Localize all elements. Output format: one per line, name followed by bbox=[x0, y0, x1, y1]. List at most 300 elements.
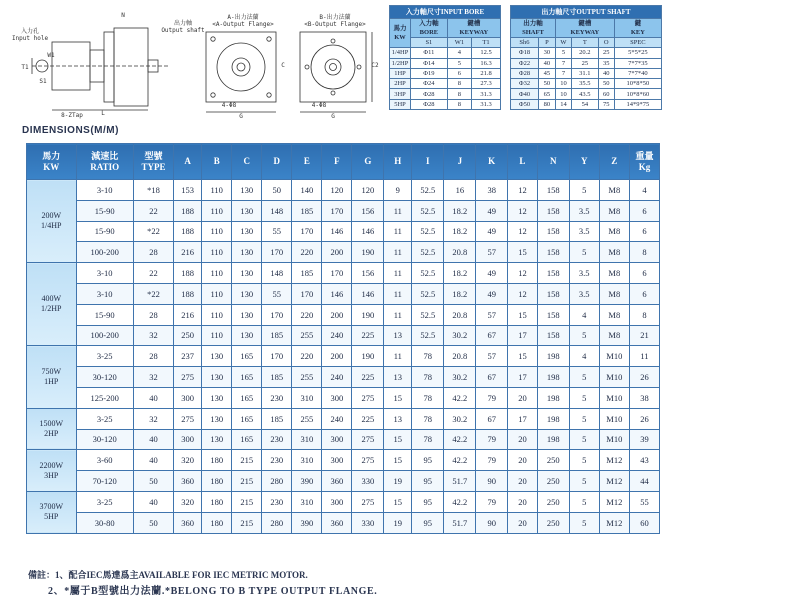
input-bore-cell: 1/2HP bbox=[390, 58, 411, 68]
output-shaft-cell: 10 bbox=[555, 89, 571, 99]
dimensions-cell: 52.5 bbox=[412, 242, 444, 263]
input-bore-row bbox=[390, 99, 501, 109]
dimensions-cell: 79 bbox=[476, 429, 508, 450]
dimensions-cell: 78 bbox=[412, 408, 444, 429]
input-bore-header-kw: 馬力 KW bbox=[390, 19, 411, 48]
dimensions-cell: 78 bbox=[412, 429, 444, 450]
dimensions-cell: 49 bbox=[476, 221, 508, 242]
dimensions-cell: M8 bbox=[599, 283, 629, 304]
dimensions-row bbox=[27, 491, 660, 512]
dimensions-cell: 20 bbox=[508, 491, 538, 512]
output-shaft-sub-o: O bbox=[598, 38, 614, 48]
dimensions-header-cell: 重量 Kg bbox=[629, 144, 659, 180]
dimensions-cell: 30.2 bbox=[444, 325, 476, 346]
dimensions-cell: 120 bbox=[352, 180, 384, 201]
dim-n: N bbox=[121, 12, 125, 19]
dimensions-cell: 216 bbox=[174, 304, 202, 325]
output-shaft-header-shaft: 出力軸 SHAFT bbox=[511, 19, 556, 38]
dimensions-cell: 330 bbox=[352, 471, 384, 492]
dimensions-cell: 15 bbox=[384, 450, 412, 471]
dimensions-cell: 60 bbox=[629, 512, 659, 533]
dimensions-cell: 13 bbox=[384, 408, 412, 429]
dimensions-cell: 237 bbox=[174, 346, 202, 367]
dimensions-cell: 156 bbox=[352, 263, 384, 284]
dimensions-cell: 28 bbox=[133, 346, 173, 367]
dimensions-cell: 130 bbox=[202, 346, 232, 367]
input-bore-row bbox=[390, 89, 501, 99]
dimensions-cell: 3-10 bbox=[76, 283, 133, 304]
dimensions-cell: 22 bbox=[133, 200, 173, 221]
power-group-label: 3700W 5HP bbox=[27, 491, 77, 533]
input-bore-header-keyway: 鍵槽 KEYWAY bbox=[447, 19, 500, 38]
dimensions-cell: 250 bbox=[537, 450, 569, 471]
dimensions-cell: 215 bbox=[232, 491, 262, 512]
dimensions-cell: 5 bbox=[569, 512, 599, 533]
dimensions-cell: 50 bbox=[262, 180, 292, 201]
output-shaft-cell: Φ50 bbox=[511, 99, 539, 109]
power-group-label: 2200W 3HP bbox=[27, 450, 77, 492]
dimensions-cell: 11 bbox=[384, 263, 412, 284]
dimensions-cell: M10 bbox=[599, 346, 629, 367]
output-shaft-cell: 40 bbox=[598, 68, 614, 78]
dimensions-cell: M10 bbox=[599, 429, 629, 450]
dimensions-cell: 11 bbox=[384, 242, 412, 263]
dimensions-cell: 300 bbox=[174, 387, 202, 408]
dimensions-cell: 110 bbox=[202, 200, 232, 221]
output-shaft-cell: 14*9*75 bbox=[614, 99, 661, 109]
dimensions-cell: 12 bbox=[508, 180, 538, 201]
dimensions-cell: 20.8 bbox=[444, 242, 476, 263]
dimensions-cell: 40 bbox=[133, 387, 173, 408]
dimensions-row bbox=[27, 408, 660, 429]
dimensions-header-cell: A bbox=[174, 144, 202, 180]
output-shaft-cell: Φ28 bbox=[511, 68, 539, 78]
dimensions-cell: 13 bbox=[384, 367, 412, 388]
dimensions-cell: 165 bbox=[232, 346, 262, 367]
dimensions-cell: 280 bbox=[262, 512, 292, 533]
dimensions-cell: 230 bbox=[262, 387, 292, 408]
dimensions-cell: 5 bbox=[569, 367, 599, 388]
dimensions-cell: 250 bbox=[174, 325, 202, 346]
dimensions-cell: 130 bbox=[232, 221, 262, 242]
output-shaft-cell: 5 bbox=[555, 48, 571, 58]
dimensions-cell: 5 bbox=[569, 242, 599, 263]
input-bore-cell: Φ19 bbox=[411, 68, 448, 78]
flange-a-label: A-出力法蘭 <A-Output Flange> bbox=[212, 14, 274, 28]
dimensions-cell: 240 bbox=[322, 408, 352, 429]
power-group-label: 1500W 2HP bbox=[27, 408, 77, 450]
output-shaft-row bbox=[511, 58, 662, 68]
dimensions-header-cell: G bbox=[352, 144, 384, 180]
input-bore-cell: 2HP bbox=[390, 79, 411, 89]
dimensions-cell: 220 bbox=[292, 304, 322, 325]
dimensions-cell: 280 bbox=[262, 471, 292, 492]
dimensions-cell: 30.2 bbox=[444, 408, 476, 429]
flange-b-label: B-出力法蘭 <B-Output Flange> bbox=[304, 14, 366, 28]
dimensions-cell: 6 bbox=[629, 283, 659, 304]
dimensions-cell: 51.7 bbox=[444, 512, 476, 533]
dimensions-header-cell: E bbox=[292, 144, 322, 180]
dimensions-cell: 156 bbox=[352, 200, 384, 221]
dimensions-cell: 146 bbox=[352, 221, 384, 242]
dimensions-cell: 300 bbox=[322, 450, 352, 471]
dimensions-cell: 42.2 bbox=[444, 491, 476, 512]
dimensions-cell: 3-10 bbox=[76, 180, 133, 201]
input-bore-cell: 27.3 bbox=[472, 79, 501, 89]
dimensions-cell: 3.5 bbox=[569, 263, 599, 284]
dimensions-cell: 20 bbox=[508, 450, 538, 471]
dimensions-cell: 225 bbox=[352, 325, 384, 346]
dimensions-cell: *22 bbox=[133, 221, 173, 242]
dimensions-cell: 6 bbox=[629, 221, 659, 242]
output-shaft-label: 出力軸 Output shaft bbox=[161, 20, 205, 34]
dimensions-cell: 170 bbox=[262, 346, 292, 367]
dim-w1: W1 bbox=[47, 52, 55, 59]
dimensions-cell: 4 bbox=[629, 180, 659, 201]
dimensions-cell: 17 bbox=[508, 325, 538, 346]
dimensions-cell: 130 bbox=[202, 429, 232, 450]
dimensions-cell: 40 bbox=[133, 450, 173, 471]
dimensions-cell: 330 bbox=[352, 512, 384, 533]
dimensions-cell: 90 bbox=[476, 512, 508, 533]
power-group-label: 400W 1/2HP bbox=[27, 263, 77, 346]
dimensions-cell: 190 bbox=[352, 304, 384, 325]
dimensions-cell: 170 bbox=[322, 200, 352, 221]
dimensions-cell: 153 bbox=[174, 180, 202, 201]
dimensions-header-cell: Z bbox=[599, 144, 629, 180]
dimensions-cell: 198 bbox=[537, 408, 569, 429]
dimensions-cell: 30-80 bbox=[76, 512, 133, 533]
dimensions-cell: 190 bbox=[352, 242, 384, 263]
dimensions-cell: 43 bbox=[629, 450, 659, 471]
dimensions-header-cell: H bbox=[384, 144, 412, 180]
output-shaft-cell: 7 bbox=[555, 58, 571, 68]
output-shaft-header-key: 鍵 KEY bbox=[614, 19, 661, 38]
dimensions-cell: 5 bbox=[569, 325, 599, 346]
dimensions-cell: 275 bbox=[352, 491, 384, 512]
dimensions-cell: 190 bbox=[352, 346, 384, 367]
dimensions-cell: 158 bbox=[537, 263, 569, 284]
dimensions-cell: 38 bbox=[476, 180, 508, 201]
input-hole-label: 入力孔 Input hole bbox=[11, 28, 49, 42]
dimensions-cell: 360 bbox=[174, 512, 202, 533]
dimensions-cell: 39 bbox=[629, 429, 659, 450]
dimensions-cell: 215 bbox=[232, 471, 262, 492]
dimensions-cell: 110 bbox=[202, 221, 232, 242]
dimensions-cell: 148 bbox=[262, 200, 292, 221]
dimensions-cell: 158 bbox=[537, 283, 569, 304]
output-shaft-cell: 50 bbox=[598, 79, 614, 89]
dimensions-cell: 255 bbox=[292, 367, 322, 388]
dimensions-cell: 110 bbox=[202, 180, 232, 201]
dimensions-cell: 165 bbox=[232, 367, 262, 388]
dimensions-cell: 255 bbox=[292, 325, 322, 346]
dimensions-cell: 225 bbox=[352, 408, 384, 429]
dimensions-cell: 32 bbox=[133, 408, 173, 429]
dimensions-cell: 240 bbox=[322, 367, 352, 388]
dimensions-cell: 146 bbox=[322, 283, 352, 304]
dimensions-cell: 3-10 bbox=[76, 263, 133, 284]
dimensions-cell: 130 bbox=[202, 408, 232, 429]
dimensions-cell: 18.2 bbox=[444, 221, 476, 242]
dimensions-cell: 360 bbox=[174, 471, 202, 492]
technical-drawings bbox=[8, 2, 380, 122]
dimensions-cell: 300 bbox=[174, 429, 202, 450]
dimensions-cell: 19 bbox=[384, 512, 412, 533]
dimensions-cell: 15-90 bbox=[76, 304, 133, 325]
dimensions-cell: 390 bbox=[292, 512, 322, 533]
dimensions-cell: 5 bbox=[569, 387, 599, 408]
dimensions-cell: 52.5 bbox=[412, 200, 444, 221]
dimensions-cell: 32 bbox=[133, 325, 173, 346]
dimensions-cell: 130 bbox=[202, 367, 232, 388]
dimensions-cell: 300 bbox=[322, 491, 352, 512]
dimensions-cell: 158 bbox=[537, 304, 569, 325]
dimensions-cell: 19 bbox=[384, 471, 412, 492]
input-bore-cell: Φ24 bbox=[411, 79, 448, 89]
dimensions-cell: 185 bbox=[262, 367, 292, 388]
dimensions-cell: 50 bbox=[133, 471, 173, 492]
output-shaft-cell: 10*8*50 bbox=[614, 79, 661, 89]
dimensions-row bbox=[27, 263, 660, 284]
dimensions-cell: 13 bbox=[384, 325, 412, 346]
dimensions-cell: 78 bbox=[412, 367, 444, 388]
dimensions-header-cell: F bbox=[322, 144, 352, 180]
input-bore-cell: 8 bbox=[447, 89, 471, 99]
output-shaft-sub-w: W bbox=[555, 38, 571, 48]
dimensions-cell: 188 bbox=[174, 263, 202, 284]
dimensions-cell: 12 bbox=[508, 263, 538, 284]
dimensions-cell: 130 bbox=[232, 180, 262, 201]
dimensions-cell: 240 bbox=[322, 325, 352, 346]
dimensions-cell: 30.2 bbox=[444, 367, 476, 388]
dimensions-cell: 130 bbox=[202, 387, 232, 408]
dimensions-cell: 165 bbox=[232, 429, 262, 450]
dimensions-cell: 275 bbox=[174, 367, 202, 388]
dimensions-cell: 3-25 bbox=[76, 408, 133, 429]
input-bore-sub-w1: W1 bbox=[447, 38, 471, 48]
output-shaft-cell: Φ40 bbox=[511, 89, 539, 99]
dimensions-cell: 4 bbox=[569, 346, 599, 367]
output-shaft-sub-p: P bbox=[538, 38, 555, 48]
dimensions-cell: 52.5 bbox=[412, 325, 444, 346]
dim-c1: C bbox=[281, 62, 285, 69]
dimensions-header-cell: J bbox=[444, 144, 476, 180]
dimensions-cell: 11 bbox=[384, 346, 412, 367]
dimensions-cell: 40 bbox=[133, 491, 173, 512]
dimensions-cell: 22 bbox=[133, 263, 173, 284]
input-bore-header-bore: 入力軸 BORE bbox=[411, 19, 448, 38]
dimensions-row bbox=[27, 242, 660, 263]
output-shaft-cell: 54 bbox=[572, 99, 599, 109]
input-bore-row bbox=[390, 48, 501, 58]
dimensions-cell: M10 bbox=[599, 367, 629, 388]
dimensions-cell: 11 bbox=[384, 221, 412, 242]
dimensions-cell: 28 bbox=[133, 304, 173, 325]
dimensions-cell: 49 bbox=[476, 263, 508, 284]
dimensions-cell: 185 bbox=[292, 263, 322, 284]
dimensions-cell: 158 bbox=[537, 180, 569, 201]
dimensions-cell: 300 bbox=[322, 387, 352, 408]
output-shaft-cell: 65 bbox=[538, 89, 555, 99]
dimensions-cell: 100-200 bbox=[76, 242, 133, 263]
dimensions-cell: 250 bbox=[537, 512, 569, 533]
dimensions-cell: 170 bbox=[322, 263, 352, 284]
output-shaft-cell: 50 bbox=[538, 79, 555, 89]
input-bore-cell: 4 bbox=[447, 48, 471, 58]
dimensions-cell: M8 bbox=[599, 325, 629, 346]
dim-s1: S1 bbox=[39, 78, 47, 85]
dimensions-cell: 3-25 bbox=[76, 491, 133, 512]
dimensions-cell: 215 bbox=[232, 450, 262, 471]
dimensions-cell: 146 bbox=[352, 283, 384, 304]
dimensions-cell: 130 bbox=[232, 242, 262, 263]
dimensions-cell: 52.5 bbox=[412, 180, 444, 201]
output-shaft-cell: 30 bbox=[538, 48, 555, 58]
dimensions-cell: 110 bbox=[202, 304, 232, 325]
dimensions-cell: 78 bbox=[412, 387, 444, 408]
dimensions-cell: 95 bbox=[412, 471, 444, 492]
dimensions-cell: 52.5 bbox=[412, 221, 444, 242]
dimensions-cell: 57 bbox=[476, 346, 508, 367]
dimensions-header-cell: 減速比 RATIO bbox=[76, 144, 133, 180]
dimensions-cell: 158 bbox=[537, 200, 569, 221]
input-bore-row bbox=[390, 79, 501, 89]
dimensions-cell: 50 bbox=[133, 512, 173, 533]
dimensions-cell: 8 bbox=[629, 242, 659, 263]
dimensions-cell: 180 bbox=[202, 512, 232, 533]
dimensions-cell: 9 bbox=[384, 180, 412, 201]
dimensions-cell: 51.7 bbox=[444, 471, 476, 492]
dimensions-cell: 79 bbox=[476, 491, 508, 512]
dimensions-header-cell: D bbox=[262, 144, 292, 180]
dimensions-cell: 15-90 bbox=[76, 221, 133, 242]
dimensions-cell: 18.2 bbox=[444, 200, 476, 221]
dimensions-cell: 158 bbox=[537, 325, 569, 346]
dimensions-cell: 79 bbox=[476, 387, 508, 408]
dimensions-cell: M8 bbox=[599, 304, 629, 325]
dimensions-cell: M8 bbox=[599, 263, 629, 284]
input-bore-row bbox=[390, 58, 501, 68]
dimensions-cell: 250 bbox=[537, 491, 569, 512]
dimensions-cell: 49 bbox=[476, 200, 508, 221]
dimensions-cell: 390 bbox=[292, 471, 322, 492]
dimensions-cell: 20 bbox=[508, 387, 538, 408]
dimensions-cell: 185 bbox=[262, 325, 292, 346]
output-shaft-cell: 75 bbox=[598, 99, 614, 109]
dimensions-header-cell: 型號 TYPE bbox=[133, 144, 173, 180]
dimensions-cell: 198 bbox=[537, 367, 569, 388]
dimensions-cell: 125-200 bbox=[76, 387, 133, 408]
output-shaft-cell: 10 bbox=[555, 79, 571, 89]
output-shaft-cell: 35.5 bbox=[572, 79, 599, 89]
dimensions-cell: 275 bbox=[352, 450, 384, 471]
dimensions-cell: 200 bbox=[322, 346, 352, 367]
dimensions-cell: 165 bbox=[232, 387, 262, 408]
dimensions-cell: 158 bbox=[537, 242, 569, 263]
dimensions-cell: M12 bbox=[599, 491, 629, 512]
dimensions-cell: 6 bbox=[629, 263, 659, 284]
dimensions-cell: 130 bbox=[232, 200, 262, 221]
output-shaft-cell: 35 bbox=[598, 58, 614, 68]
dimensions-cell: 360 bbox=[322, 512, 352, 533]
input-bore-caption: 入力軸尺寸INPUT BORE bbox=[390, 6, 501, 19]
dimensions-cell: 5 bbox=[569, 408, 599, 429]
dimensions-cell: 185 bbox=[262, 408, 292, 429]
dimensions-cell: 130 bbox=[232, 263, 262, 284]
dimensions-cell: 3.5 bbox=[569, 221, 599, 242]
dimensions-cell: M8 bbox=[599, 180, 629, 201]
output-shaft-cell: 80 bbox=[538, 99, 555, 109]
dim-l: L bbox=[101, 110, 105, 117]
dimensions-cell: 250 bbox=[537, 471, 569, 492]
dimensions-cell: 26 bbox=[629, 408, 659, 429]
dimensions-cell: 26 bbox=[629, 367, 659, 388]
dimensions-cell: 38 bbox=[629, 387, 659, 408]
dimensions-cell: 20 bbox=[508, 512, 538, 533]
input-bore-cell: 16.3 bbox=[472, 58, 501, 68]
dimensions-header-cell: B bbox=[202, 144, 232, 180]
dim-g-a: G bbox=[239, 113, 243, 120]
output-shaft-cell: 7*7*40 bbox=[614, 68, 661, 78]
dimensions-cell: 165 bbox=[232, 408, 262, 429]
dimensions-cell: M10 bbox=[599, 387, 629, 408]
output-shaft-cell: Φ18 bbox=[511, 48, 539, 58]
dimensions-cell: 95 bbox=[412, 512, 444, 533]
dimensions-cell: 255 bbox=[292, 408, 322, 429]
dimensions-cell: 130 bbox=[232, 325, 262, 346]
dimensions-cell: 110 bbox=[202, 242, 232, 263]
dimensions-cell: 20 bbox=[508, 429, 538, 450]
dimensions-cell: 12 bbox=[508, 221, 538, 242]
dimensions-cell: 220 bbox=[292, 346, 322, 367]
dimensions-cell: 300 bbox=[322, 429, 352, 450]
dimensions-cell: 3.5 bbox=[569, 283, 599, 304]
dimensions-cell: 15 bbox=[384, 387, 412, 408]
dimensions-cell: 11 bbox=[629, 346, 659, 367]
dimensions-cell: 70-120 bbox=[76, 471, 133, 492]
note-iec: 備註：1、配合IEC馬達爲主AVAILABLE FOR IEC METRIC MOTOR. bbox=[28, 570, 308, 580]
dimensions-cell: 158 bbox=[537, 221, 569, 242]
dimensions-cell: 170 bbox=[292, 221, 322, 242]
dimensions-header-cell: 馬力 KW bbox=[27, 144, 77, 180]
dimensions-cell: 15 bbox=[384, 491, 412, 512]
dimensions-cell: 40 bbox=[133, 429, 173, 450]
dimensions-title: DIMENSIONS(M/M) bbox=[22, 125, 119, 136]
dimensions-cell: 140 bbox=[292, 180, 322, 201]
note-b-type: 2、*屬于B型號出力法蘭.*BELONG TO B TYPE OUTPUT FLANGE. bbox=[48, 586, 378, 597]
dimensions-cell: 275 bbox=[352, 429, 384, 450]
dimensions-cell: 95 bbox=[412, 450, 444, 471]
dimensions-row bbox=[27, 304, 660, 325]
input-bore-cell: 5HP bbox=[390, 99, 411, 109]
input-bore-cell: 31.3 bbox=[472, 99, 501, 109]
dimensions-cell: 5 bbox=[569, 429, 599, 450]
dimensions-cell: 200 bbox=[322, 304, 352, 325]
dimensions-cell: 6 bbox=[629, 200, 659, 221]
output-shaft-cell: 7 bbox=[555, 68, 571, 78]
input-bore-sub-t1: T1 bbox=[472, 38, 501, 48]
dimensions-cell: 17 bbox=[508, 367, 538, 388]
dimensions-cell: 310 bbox=[292, 387, 322, 408]
dimensions-cell: 3-60 bbox=[76, 450, 133, 471]
dimensions-cell: 5 bbox=[569, 471, 599, 492]
dimensions-row bbox=[27, 325, 660, 346]
dimensions-cell: 200 bbox=[322, 242, 352, 263]
dimensions-cell: 32 bbox=[133, 367, 173, 388]
output-shaft-cell: 5*5*25 bbox=[614, 48, 661, 58]
output-shaft-cell: 45 bbox=[538, 68, 555, 78]
